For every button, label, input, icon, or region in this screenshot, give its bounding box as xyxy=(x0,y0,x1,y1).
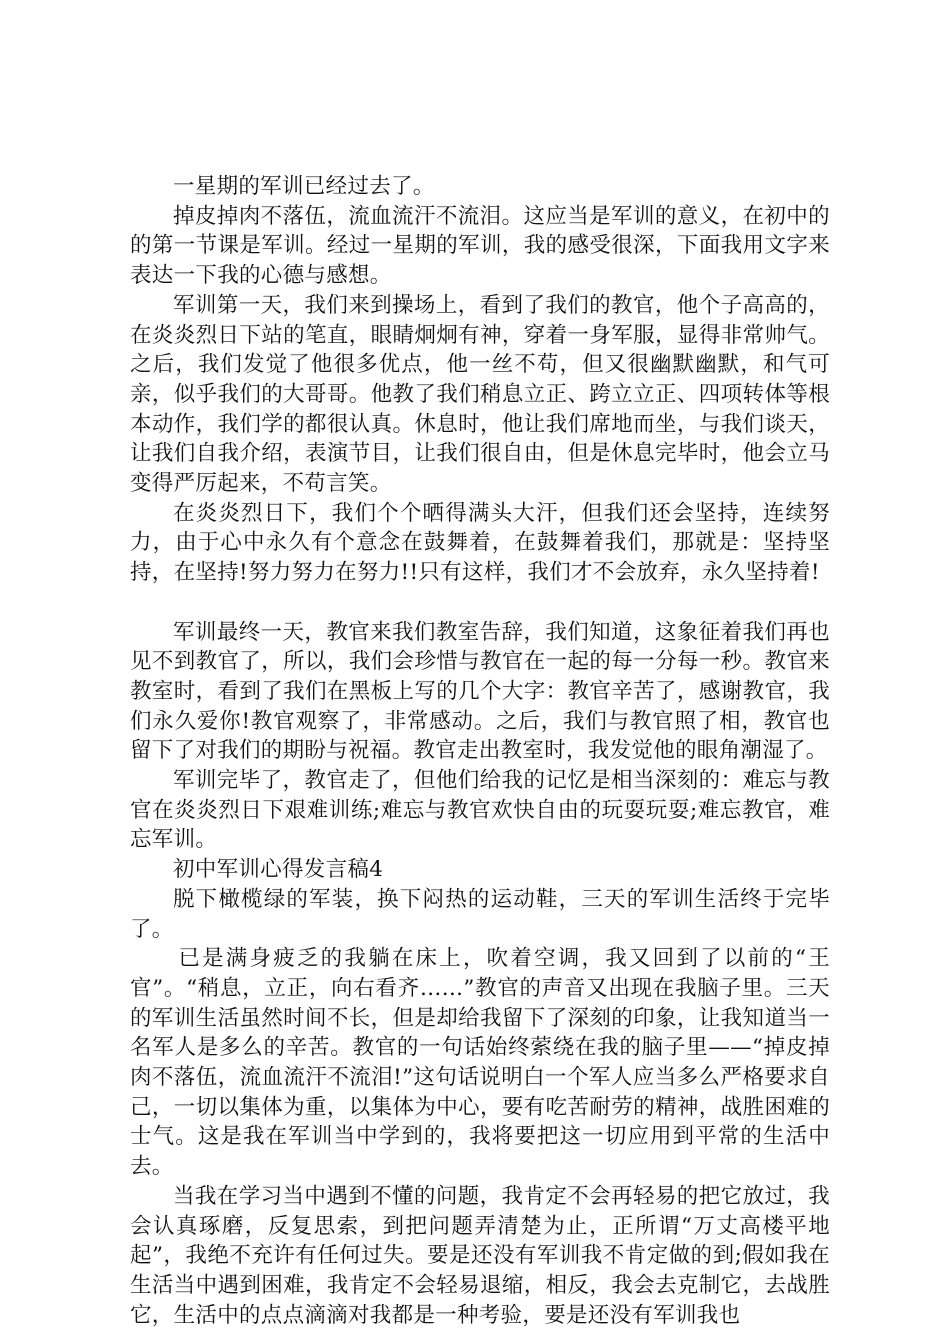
paragraph-6: 军训完毕了，教官走了，但他们给我的记忆是相当深刻的：难忘与教官在炎炎烈日下艰难训练;难忘与教官欢快自由的玩耍玩耍;难忘教官，难忘军训。 xyxy=(130,768,830,853)
paragraph-1: 一星期的军训已经过去了。 xyxy=(173,174,435,199)
paragraph-9: 当我在学习当中遇到不懂的问题，我肯定不会再轻易的把它放过，我会认真琢磨，反复思索，到把问题弄清楚为止，正所谓“万丈高楼平地起”，我绝不充许有任何过失。要是还没有军训我不肯定做的到;假如我在生活当中遇到困难，我肯定不会轻易退缩，相反，我会去克制它，去战胜它，生活中的点点滴滴对我都是一种考验，要是还没有军训我也 xyxy=(130,1183,830,1328)
paragraph-2: 掉皮掉肉不落伍，流血流汗不流泪。这应当是军训的意义，在初中的的第一节课是军训。经过一星期的军训，我的感受很深，下面我用文字来表达一下我的心德与感想。 xyxy=(130,203,830,289)
paragraph-8: 已是满身疲乏的我躺在床上，吹着空调，我又回到了以前的“王官”。“稍息，立正，向右看齐……”教官的声音又出现在我脑子里。三天的军训生活虽然时间不长，但是却给我留下了深刻的印象，让我知道当一名军人是多么的辛苦。教官的一句话始终萦绕在我的脑子里——“掉皮掉肉不落伍，流血流汗不流泪!”这句话说明白一个军人应当多么严格要求自己，一切以集体为重，以集体为中心，要有吃苦耐劳的精神，战胜困难的士气。这是我在军训当中学到的，我将要把这一切应用到平常的生活中去。 xyxy=(130,946,830,1180)
document-body xyxy=(130,172,830,1330)
paragraph-7: 脱下橄榄绿的军装，换下闷热的运动鞋，三天的军训生活终于完毕了。 xyxy=(130,886,830,942)
paragraph-3: 军训第一天，我们来到操场上，看到了我们的教官，他个子高高的，在炎炎烈日下站的笔直，眼睛炯炯有神，穿着一身军服，显得非常帅气。之后，我们发觉了他很多优点，他一丝不苟，但又很幽默幽默，和气可亲，似乎我们的大哥哥。他教了我们稍息立正、跨立立正、四项转体等根本动作，我们学的都很认真。休息时，他让我们席地而坐，与我们谈天，让我们自我介绍，表演节目，让我们很自由，但是休息完毕时，他会立马变得严厉起来，不苟言笑。 xyxy=(130,292,830,497)
paragraph-4: 在炎炎烈日下，我们个个晒得满头大汗，但我们还会坚持，连续努力，由于心中永久有个意念在鼓舞着，在鼓舞着我们，那就是：坚持坚持，在坚持!努力努力在努力!!只有这样，我们才不会放弃，永久坚持着! xyxy=(130,500,830,586)
section-heading: 初中军训心得发言稿4 xyxy=(173,857,384,883)
paragraph-5: 军训最终一天，教官来我们教室告辞，我们知道，这象征着我们再也见不到教官了，所以，我们会珍惜与教官在一起的每一分每一秒。教官来教室时，看到了我们在黑板上写的几个大字：教官辛苦了，感谢教官，我们永久爱你!教官观察了，非常感动。之后，我们与教官照了相，教官也留下了对我们的期盼与祝福。教官走出教室时，我发觉他的眼角潮湿了。 xyxy=(130,619,830,764)
